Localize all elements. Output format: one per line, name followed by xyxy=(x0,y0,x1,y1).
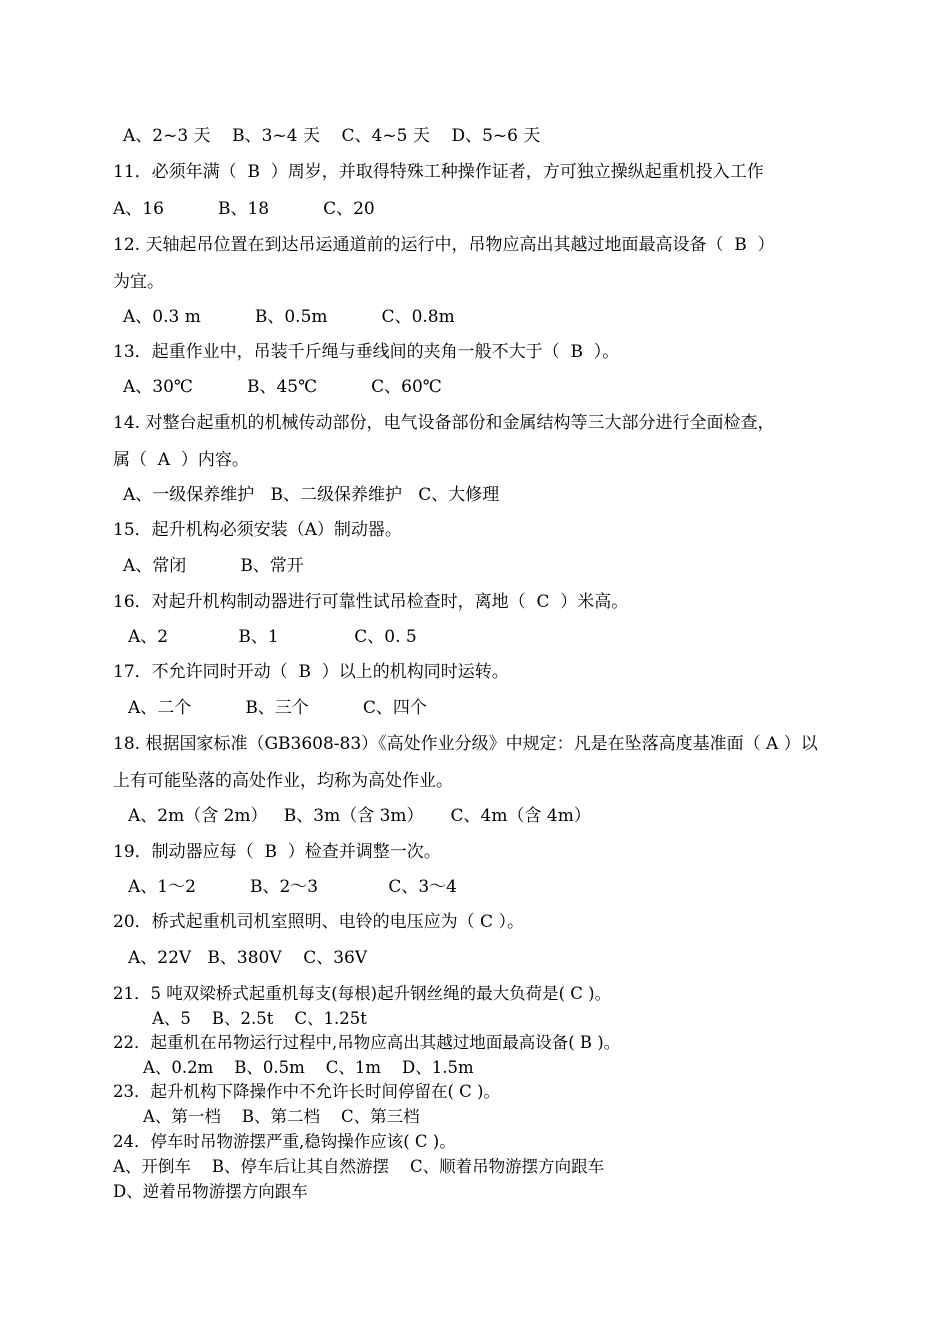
question-17: 17．不允许同时开动（ B ）以上的机构同时运转。 xyxy=(113,662,509,682)
answer-options: A、第一档 B、第二档 C、第三档 xyxy=(143,1107,420,1126)
question-11: 11．必须年满（ B ）周岁，并取得特殊工种操作证者，方可独立操纵起重机投入工作 xyxy=(113,162,764,182)
question-19: 19．制动器应每（ B ）检查并调整一次。 xyxy=(113,842,441,862)
answer-options: A、2~3 天 B、3~4 天 C、4~5 天 D、5~6 天 xyxy=(123,126,541,146)
answer-options-continued: D、逆着吊物游摆方向跟车 xyxy=(113,1182,308,1201)
question-24: 24．停车时吊物游摆严重,稳钩操作应该( C )。 xyxy=(113,1132,456,1151)
answer-options: A、0.2m B、0.5m C、1m D、1.5m xyxy=(143,1058,474,1077)
question-18: 18. 根据国家标准（GB3608-83）《高处作业分级》中规定：凡是在坠落高度基准面（ A ）以 xyxy=(113,734,818,754)
answer-options: A、30℃ B、45℃ C、60℃ xyxy=(123,377,442,397)
question-14: 14. 对整台起重机的机械传动部份，电气设备部份和金属结构等三大部分进行全面检查， xyxy=(113,413,775,433)
answer-options: A、16 B、18 C、20 xyxy=(113,199,375,219)
question-13: 13．起重作业中，吊装千斤绳与垂线间的夹角一般不大于（ B ）。 xyxy=(113,342,620,362)
question-12-continued: 为宜。 xyxy=(113,272,164,292)
answer-options: A、0.3 m B、0.5m C、0.8m xyxy=(123,307,455,327)
answer-options: A、开倒车 B、停车后让其自然游摆 C、顺着吊物游摆方向跟车 xyxy=(113,1157,605,1176)
answer-options: A、22V B、380V C、36V xyxy=(128,948,368,968)
question-15: 15．起升机构必须安装（A）制动器。 xyxy=(113,520,402,540)
question-23: 23．起升机构下降操作中不允许长时间停留在( C )。 xyxy=(113,1082,500,1101)
answer-options: A、5 B、2.5t C、1.25t xyxy=(152,1009,367,1028)
question-18-continued: 上有可能坠落的高处作业，均称为高处作业。 xyxy=(113,771,453,791)
question-21: 21．5 吨双梁桥式起重机每支(每根)起升钢丝绳的最大负荷是( C )。 xyxy=(113,984,612,1003)
answer-options: A、常闭 B、常开 xyxy=(123,556,304,576)
answer-options: A、二个 B、三个 C、四个 xyxy=(128,698,427,718)
question-12: 12. 天轴起吊位置在到达吊运通道前的运行中，吊物应高出其越过地面最高设备（ B ） xyxy=(113,235,775,255)
question-20: 20．桥式起重机司机室照明、电铃的电压应为（ C ）。 xyxy=(113,912,524,932)
answer-options: A、1～2 B、2～3 C、3～4 xyxy=(128,877,457,897)
question-22: 22．起重机在吊物运行过程中,吊物应高出其越过地面最高设备( B )。 xyxy=(113,1033,621,1052)
answer-options: A、2 B、1 C、0. 5 xyxy=(128,627,417,647)
answer-options: A、一级保养维护 B、二级保养维护 C、大修理 xyxy=(123,485,500,505)
question-16: 16．对起升机构制动器进行可靠性试吊检查时，离地（ C ）米高。 xyxy=(113,592,629,612)
question-14-continued: 属（ A ）内容。 xyxy=(113,450,249,470)
answer-options: A、2m（含 2m） B、3m（含 3m） C、4m（含 4m） xyxy=(128,806,591,826)
